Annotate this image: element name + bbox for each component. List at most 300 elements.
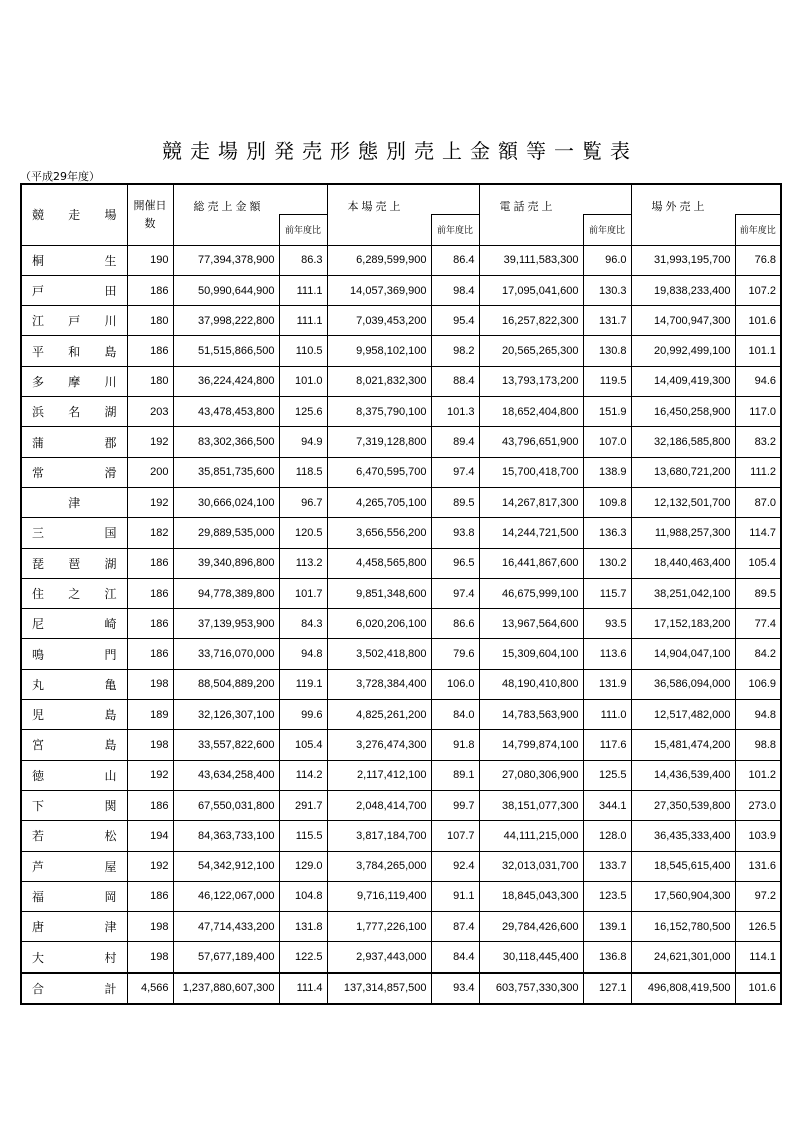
- off-yoy-cell: 101.2: [735, 760, 781, 790]
- total-yoy-header: 前年度比: [279, 215, 327, 245]
- total-sales-cell: 29,889,535,000: [173, 518, 279, 548]
- venue-name-char: 岡: [104, 889, 117, 904]
- main-sales-cell: 7,039,453,200: [327, 306, 431, 336]
- off-sales-cell: 12,132,501,700: [631, 487, 735, 517]
- off-yoy-header: 前年度比: [735, 215, 781, 245]
- main-yoy-cell: 79.6: [431, 639, 479, 669]
- main-sales-cell: 3,502,418,800: [327, 639, 431, 669]
- total-yoy-cell: 84.3: [279, 609, 327, 639]
- phone-sales-cell: 14,267,817,300: [479, 487, 583, 517]
- phone-sales-cell: 603,757,330,300: [479, 973, 583, 1004]
- phone-yoy-cell: 136.3: [583, 518, 631, 548]
- venue-cell: [21, 851, 127, 881]
- venue-name-char: 和: [68, 344, 81, 359]
- main-sales-cell: 3,784,265,000: [327, 851, 431, 881]
- main-yoy-cell: 107.7: [431, 821, 479, 851]
- venue-name-char: 崎: [104, 617, 117, 632]
- phone-yoy-cell: 344.1: [583, 790, 631, 820]
- total-yoy-cell: 129.0: [279, 851, 327, 881]
- venue-cell: [21, 578, 127, 608]
- venue-name-char: 計: [104, 981, 117, 996]
- total-sales-cell: 32,126,307,100: [173, 700, 279, 730]
- days-cell: 192: [127, 760, 173, 790]
- phone-yoy-cell: 130.8: [583, 336, 631, 366]
- days-cell: 192: [127, 487, 173, 517]
- table-row: [21, 760, 781, 790]
- phone-yoy-cell: 96.0: [583, 245, 631, 275]
- total-yoy-cell: 111.4: [279, 973, 327, 1004]
- phone-yoy-cell: 138.9: [583, 457, 631, 487]
- phone-yoy-cell: 151.9: [583, 397, 631, 427]
- days-cell: 186: [127, 548, 173, 578]
- phone-sales-cell: 29,784,426,600: [479, 912, 583, 942]
- off-yoy-cell: 94.6: [735, 366, 781, 396]
- venue-cell: [21, 760, 127, 790]
- venue-name-char: 琶: [68, 556, 81, 571]
- total-yoy-cell: 99.6: [279, 700, 327, 730]
- off-yoy-cell: 107.2: [735, 275, 781, 305]
- phone-yoy-cell: 109.8: [583, 487, 631, 517]
- main-sales-cell: 7,319,128,800: [327, 427, 431, 457]
- off-sales-cell: 20,992,499,100: [631, 336, 735, 366]
- venue-name-char: 戸: [32, 284, 45, 299]
- phone-yoy-cell: 133.7: [583, 851, 631, 881]
- main-yoy-cell: 86.6: [431, 609, 479, 639]
- phone-sales-cell: 15,309,604,100: [479, 639, 583, 669]
- venue-cell: [21, 790, 127, 820]
- phone-sales-cell: 27,080,306,900: [479, 760, 583, 790]
- days-cell: 186: [127, 639, 173, 669]
- phone-sales-cell: 14,244,721,500: [479, 518, 583, 548]
- total-sales-cell: 88,504,889,200: [173, 669, 279, 699]
- table-row: [21, 700, 781, 730]
- phone-sales-cell: 18,845,043,300: [479, 881, 583, 911]
- venue-cell: [21, 366, 127, 396]
- venue-cell: [21, 275, 127, 305]
- main-yoy-cell: 88.4: [431, 366, 479, 396]
- total-yoy-cell: 105.4: [279, 730, 327, 760]
- phone-sales-cell: 15,700,418,700: [479, 457, 583, 487]
- total-yoy-cell: 118.5: [279, 457, 327, 487]
- venue-name-char: 名: [68, 405, 81, 420]
- days-cell: 186: [127, 790, 173, 820]
- table-row: [21, 730, 781, 760]
- phone-sales-cell: 43,796,651,900: [479, 427, 583, 457]
- venue-name-char: 琵: [32, 556, 45, 571]
- venue-name-char: 村: [104, 950, 117, 965]
- phone-sales-cell: 14,799,874,100: [479, 730, 583, 760]
- off-yoy-cell: 117.0: [735, 397, 781, 427]
- main-yoy-cell: 98.2: [431, 336, 479, 366]
- venue-cell: [21, 730, 127, 760]
- total-yoy-cell: 96.7: [279, 487, 327, 517]
- days-cell: 194: [127, 821, 173, 851]
- venue-name-char: 生: [104, 253, 117, 268]
- venue-cell: [21, 700, 127, 730]
- venue-name-char: 尼: [32, 617, 45, 632]
- days-cell: 192: [127, 427, 173, 457]
- venue-name-char: 島: [104, 708, 117, 723]
- off-yoy-cell: 114.1: [735, 942, 781, 973]
- total-sales-cell: 35,851,735,600: [173, 457, 279, 487]
- venue-name-char: 之: [68, 587, 81, 601]
- main-sales-cell: 1,777,226,100: [327, 912, 431, 942]
- venue-cell: [21, 336, 127, 366]
- off-sales-cell: 11,988,257,300: [631, 518, 735, 548]
- total-sales-cell: 83,302,366,500: [173, 427, 279, 457]
- venue-name-char: 多: [32, 374, 45, 389]
- total-sales-cell: 77,394,378,900: [173, 245, 279, 275]
- total-yoy-cell: 131.8: [279, 912, 327, 942]
- total-sales-cell: 54,342,912,100: [173, 851, 279, 881]
- main-sales-cell: 2,937,443,000: [327, 942, 431, 973]
- total-sales-cell: 37,139,953,900: [173, 609, 279, 639]
- total-sales-cell: 46,122,067,000: [173, 881, 279, 911]
- total-sales-cell: 1,237,880,607,300: [173, 973, 279, 1004]
- venue-name-char: 蒲: [32, 435, 45, 450]
- off-yoy-cell: 84.2: [735, 639, 781, 669]
- table-row: [21, 397, 781, 427]
- phone-sales-cell: 30,118,445,400: [479, 942, 583, 973]
- venue-name-char: 亀: [104, 677, 117, 692]
- off-sales-cell: 496,808,419,500: [631, 973, 735, 1004]
- venue-name-char: 関: [104, 799, 117, 814]
- days-header: 開催日数: [127, 184, 173, 245]
- table-row: [21, 669, 781, 699]
- off-sales-cell: 17,560,904,300: [631, 881, 735, 911]
- main-yoy-cell: 93.8: [431, 518, 479, 548]
- total-yoy-cell: 125.6: [279, 397, 327, 427]
- phone-sales-cell: 32,013,031,700: [479, 851, 583, 881]
- total-sales-cell: 47,714,433,200: [173, 912, 279, 942]
- total-yoy-cell: 113.2: [279, 548, 327, 578]
- total-sales-cell: 43,478,453,800: [173, 397, 279, 427]
- main-yoy-cell: 86.4: [431, 245, 479, 275]
- total-yoy-cell: 291.7: [279, 790, 327, 820]
- total-sales-cell: 33,716,070,000: [173, 639, 279, 669]
- off-track-sales-header: 場外売上: [631, 184, 781, 215]
- total-sales-cell: 57,677,189,400: [173, 942, 279, 973]
- off-sales-cell: 32,186,585,800: [631, 427, 735, 457]
- main-sales-cell: 6,020,206,100: [327, 609, 431, 639]
- phone-yoy-cell: 117.6: [583, 730, 631, 760]
- off-sales-cell: 14,700,947,300: [631, 306, 735, 336]
- fiscal-year-label: （平成29年度）: [20, 170, 100, 183]
- phone-sales-cell: 18,652,404,800: [479, 397, 583, 427]
- table-row: [21, 427, 781, 457]
- venue-name-char: 大: [32, 950, 45, 965]
- phone-yoy-cell: 136.8: [583, 942, 631, 973]
- venue-name-char: 合: [32, 981, 45, 996]
- venue-name-char: 津: [104, 920, 117, 935]
- total-yoy-cell: 101.0: [279, 366, 327, 396]
- phone-yoy-cell: 123.5: [583, 881, 631, 911]
- main-sales-cell: 3,728,384,400: [327, 669, 431, 699]
- venue-name-char: 国: [104, 526, 117, 541]
- venue-name-char: 湖: [104, 405, 117, 420]
- phone-yoy-cell: 131.7: [583, 306, 631, 336]
- phone-sales-cell: 16,441,867,600: [479, 548, 583, 578]
- venue-cell: [21, 548, 127, 578]
- venue-cell: [21, 639, 127, 669]
- table-row: [21, 336, 781, 366]
- table-row: [21, 942, 781, 973]
- days-cell: 198: [127, 730, 173, 760]
- venue-name-char: 島: [104, 738, 117, 753]
- table-row: [21, 518, 781, 548]
- main-sales-cell: 4,265,705,100: [327, 487, 431, 517]
- total-yoy-cell: 119.1: [279, 669, 327, 699]
- main-yoy-cell: 84.0: [431, 700, 479, 730]
- venue-name-char: 川: [104, 374, 117, 389]
- main-sales-cell: 6,470,595,700: [327, 457, 431, 487]
- main-sales-cell: 2,117,412,100: [327, 760, 431, 790]
- venue-name-char: 常: [32, 465, 45, 480]
- off-sales-header-blank: [631, 215, 735, 245]
- main-sales-cell: 3,817,184,700: [327, 821, 431, 851]
- venue-cell: [21, 973, 127, 1004]
- venue-name-char: 松: [104, 829, 117, 844]
- table-row: [21, 548, 781, 578]
- main-sales-header-blank: [327, 215, 431, 245]
- table-row: [21, 457, 781, 487]
- phone-yoy-cell: 119.5: [583, 366, 631, 396]
- venue-name-char: 江: [32, 314, 45, 329]
- off-sales-cell: 18,440,463,400: [631, 548, 735, 578]
- off-yoy-cell: 103.9: [735, 821, 781, 851]
- venue-cell: [21, 881, 127, 911]
- venue-cell: [21, 669, 127, 699]
- venue-header-char: 競: [32, 208, 45, 223]
- venue-header-char: 場: [104, 208, 117, 223]
- off-sales-cell: 14,904,047,100: [631, 639, 735, 669]
- total-sales-cell: 37,998,222,800: [173, 306, 279, 336]
- phone-sales-cell: 44,111,215,000: [479, 821, 583, 851]
- phone-yoy-cell: 139.1: [583, 912, 631, 942]
- off-yoy-cell: 105.4: [735, 548, 781, 578]
- phone-sales-cell: 38,151,077,300: [479, 790, 583, 820]
- off-sales-cell: 36,586,094,000: [631, 669, 735, 699]
- main-yoy-header: 前年度比: [431, 215, 479, 245]
- off-yoy-cell: 273.0: [735, 790, 781, 820]
- page-title: 競走場別発売形態別売上金額等一覧表: [162, 139, 638, 163]
- venue-name-char: 田: [104, 284, 117, 299]
- table-row: [21, 821, 781, 851]
- off-yoy-cell: 114.7: [735, 518, 781, 548]
- total-row: [21, 973, 781, 1004]
- venue-name-char: 福: [32, 889, 45, 904]
- main-sales-cell: 4,825,261,200: [327, 700, 431, 730]
- off-sales-cell: 38,251,042,100: [631, 578, 735, 608]
- venue-cell: [21, 942, 127, 973]
- off-sales-cell: 15,481,474,200: [631, 730, 735, 760]
- phone-yoy-cell: 113.6: [583, 639, 631, 669]
- total-sales-cell: 43,634,258,400: [173, 760, 279, 790]
- main-yoy-cell: 89.5: [431, 487, 479, 517]
- main-sales-cell: 6,289,599,900: [327, 245, 431, 275]
- total-sales-cell: 50,990,644,900: [173, 275, 279, 305]
- venue-name-char: 若: [32, 829, 45, 844]
- venue-header: [21, 184, 127, 245]
- days-cell: 180: [127, 366, 173, 396]
- venue-name-char: 郡: [104, 435, 117, 450]
- venue-cell: [21, 397, 127, 427]
- days-cell: 198: [127, 942, 173, 973]
- main-sales-cell: 137,314,857,500: [327, 973, 431, 1004]
- venue-name-char: 芦: [32, 859, 45, 874]
- venue-name-char: 川: [104, 314, 117, 329]
- total-yoy-cell: 86.3: [279, 245, 327, 275]
- phone-sales-cell: 48,190,410,800: [479, 669, 583, 699]
- off-yoy-cell: 106.9: [735, 669, 781, 699]
- venue-name-char: 住: [32, 587, 45, 601]
- main-yoy-cell: 97.4: [431, 578, 479, 608]
- days-cell: 182: [127, 518, 173, 548]
- main-yoy-cell: 98.4: [431, 275, 479, 305]
- main-yoy-cell: 91.1: [431, 881, 479, 911]
- main-yoy-cell: 87.4: [431, 912, 479, 942]
- off-yoy-cell: 77.4: [735, 609, 781, 639]
- venue-name-char: 津: [68, 496, 81, 511]
- header-row-top: [21, 184, 781, 215]
- off-sales-cell: 14,436,539,400: [631, 760, 735, 790]
- total-sales-cell: 33,557,822,600: [173, 730, 279, 760]
- table-row: [21, 487, 781, 517]
- off-yoy-cell: 101.6: [735, 973, 781, 1004]
- phone-sales-cell: 17,095,041,600: [479, 275, 583, 305]
- total-yoy-cell: 111.1: [279, 275, 327, 305]
- off-yoy-cell: 98.8: [735, 730, 781, 760]
- table-row: [21, 366, 781, 396]
- main-yoy-cell: 89.4: [431, 427, 479, 457]
- phone-yoy-cell: 131.9: [583, 669, 631, 699]
- venue-name-char: 児: [32, 708, 45, 723]
- off-sales-cell: 19,838,233,400: [631, 275, 735, 305]
- venue-cell: [21, 487, 127, 517]
- phone-yoy-cell: 107.0: [583, 427, 631, 457]
- total-yoy-cell: 110.5: [279, 336, 327, 366]
- total-yoy-cell: 101.7: [279, 578, 327, 608]
- phone-sales-cell: 16,257,822,300: [479, 306, 583, 336]
- venue-name-char: 戸: [68, 314, 81, 329]
- venue-cell: [21, 518, 127, 548]
- venue-name-char: 浜: [32, 405, 45, 420]
- phone-yoy-cell: 93.5: [583, 609, 631, 639]
- total-sales-cell: 51,515,866,500: [173, 336, 279, 366]
- total-yoy-cell: 94.9: [279, 427, 327, 457]
- venue-cell: [21, 457, 127, 487]
- total-yoy-cell: 122.5: [279, 942, 327, 973]
- venue-name-char: 鳴: [32, 647, 45, 662]
- off-yoy-cell: 101.6: [735, 306, 781, 336]
- venue-name-char: 平: [32, 344, 45, 359]
- days-cell: 190: [127, 245, 173, 275]
- table-row: [21, 851, 781, 881]
- days-cell: 192: [127, 851, 173, 881]
- venue-cell: [21, 306, 127, 336]
- main-sales-cell: 3,656,556,200: [327, 518, 431, 548]
- main-venue-sales-header: 本場売上: [327, 184, 479, 215]
- main-sales-cell: 9,716,119,400: [327, 881, 431, 911]
- days-cell: 200: [127, 457, 173, 487]
- venue-cell: [21, 427, 127, 457]
- phone-yoy-cell: 125.5: [583, 760, 631, 790]
- main-yoy-cell: 106.0: [431, 669, 479, 699]
- main-yoy-cell: 92.4: [431, 851, 479, 881]
- off-sales-cell: 24,621,301,000: [631, 942, 735, 973]
- off-sales-cell: 12,517,482,000: [631, 700, 735, 730]
- venue-header-char: 走: [68, 208, 81, 223]
- phone-sales-cell: 39,111,583,300: [479, 245, 583, 275]
- venue-header-label: [26, 206, 123, 223]
- main-yoy-cell: 93.4: [431, 973, 479, 1004]
- days-cell: 4,566: [127, 973, 173, 1004]
- total-yoy-cell: 94.8: [279, 639, 327, 669]
- off-sales-cell: 14,409,419,300: [631, 366, 735, 396]
- main-yoy-cell: 91.8: [431, 730, 479, 760]
- table-row: [21, 790, 781, 820]
- off-sales-cell: 27,350,539,800: [631, 790, 735, 820]
- venue-name-char: 宮: [32, 738, 45, 753]
- off-yoy-cell: 111.2: [735, 457, 781, 487]
- venue-name-char: 下: [32, 799, 45, 814]
- total-yoy-cell: 104.8: [279, 881, 327, 911]
- phone-sales-cell: 46,675,999,100: [479, 578, 583, 608]
- phone-yoy-cell: 130.2: [583, 548, 631, 578]
- phone-yoy-cell: 130.3: [583, 275, 631, 305]
- main-yoy-cell: 96.5: [431, 548, 479, 578]
- total-sales-cell: 94,778,389,800: [173, 578, 279, 608]
- phone-yoy-header: 前年度比: [583, 215, 631, 245]
- off-yoy-cell: 126.5: [735, 912, 781, 942]
- main-yoy-cell: 95.4: [431, 306, 479, 336]
- days-cell: 186: [127, 578, 173, 608]
- days-cell: 198: [127, 669, 173, 699]
- total-yoy-cell: 111.1: [279, 306, 327, 336]
- phone-sales-cell: 14,783,563,900: [479, 700, 583, 730]
- total-sales-cell: 67,550,031,800: [173, 790, 279, 820]
- total-sales-header-blank: [173, 215, 279, 245]
- table-body: [21, 245, 781, 1004]
- off-sales-cell: 36,435,333,400: [631, 821, 735, 851]
- days-cell: 180: [127, 306, 173, 336]
- phone-yoy-cell: 127.1: [583, 973, 631, 1004]
- venue-name-char: 湖: [104, 556, 117, 571]
- venue-name-char: 門: [104, 647, 117, 662]
- main-sales-cell: 4,458,565,800: [327, 548, 431, 578]
- total-sales-cell: 39,340,896,800: [173, 548, 279, 578]
- main-sales-cell: 3,276,474,300: [327, 730, 431, 760]
- off-yoy-cell: 131.6: [735, 851, 781, 881]
- main-sales-cell: 8,021,832,300: [327, 366, 431, 396]
- off-yoy-cell: 89.5: [735, 578, 781, 608]
- table-row: [21, 639, 781, 669]
- days-cell: 186: [127, 336, 173, 366]
- off-sales-cell: 18,545,615,400: [631, 851, 735, 881]
- total-sales-cell: 36,224,424,800: [173, 366, 279, 396]
- venue-name-char: 島: [104, 344, 117, 359]
- main-sales-cell: 8,375,790,100: [327, 397, 431, 427]
- days-cell: 198: [127, 912, 173, 942]
- phone-yoy-cell: 111.0: [583, 700, 631, 730]
- venue-name-char: 唐: [32, 920, 45, 935]
- off-sales-cell: 16,152,780,500: [631, 912, 735, 942]
- days-cell: 186: [127, 881, 173, 911]
- total-yoy-cell: 114.2: [279, 760, 327, 790]
- phone-yoy-cell: 128.0: [583, 821, 631, 851]
- main-sales-cell: 9,958,102,100: [327, 336, 431, 366]
- off-yoy-cell: 87.0: [735, 487, 781, 517]
